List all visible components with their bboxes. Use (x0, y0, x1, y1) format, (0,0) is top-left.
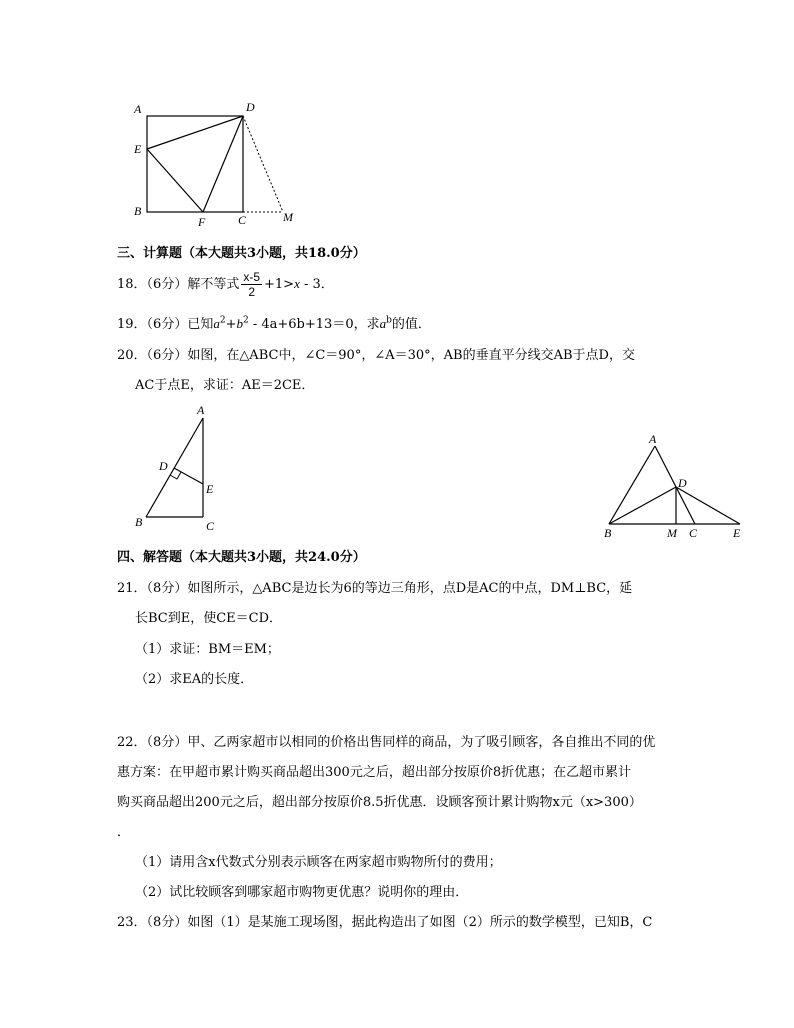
q20-line-2: AC于点E，求证：AE＝2CE． (135, 378, 315, 393)
q22-subquestion-2: （2）试比较顾客到哪家超市购物更优惠？说明你的理由． (135, 885, 469, 900)
q19-base: a (379, 316, 387, 331)
label-d: D (678, 476, 687, 490)
q21-subquestion-1: （1）求证：BM＝EM； (135, 642, 280, 657)
label-a: A (197, 403, 205, 417)
label-b: B (604, 526, 612, 540)
q22-subquestion-1: （1）请用含x代数式分别表示顾客在两家超市购物所付的费用； (135, 855, 502, 870)
q19-sup3: b (386, 315, 392, 326)
label-a: A (134, 102, 142, 116)
q19-text-3: 的值． (391, 317, 431, 332)
q18-var: x (294, 276, 300, 291)
q19-a: a (213, 316, 220, 331)
q22-line-4: ． (117, 825, 131, 840)
label-c: C (238, 213, 247, 227)
label-a: A (649, 432, 657, 446)
segment-bd (609, 487, 676, 524)
label-e: E (134, 142, 142, 156)
q19-sup2: 2 (242, 315, 249, 326)
section-3-heading: 三、计算题（本大题共3小题，共18.0分） (117, 246, 366, 261)
label-d: D (159, 459, 168, 473)
q19-b: b (236, 316, 243, 331)
label-c: C (206, 519, 215, 533)
q18-score: （6分） (146, 277, 188, 292)
label-b: B (134, 204, 142, 218)
q22-line-1: 22．（8分）甲、乙两家超市以相同的价格出售同样的商品，为了吸引顾客，各自推出不同的优 (117, 735, 656, 750)
q19-sup1: 2 (219, 315, 226, 326)
q18-text-2: +1> (264, 277, 295, 292)
q19-score: （6分） (146, 317, 188, 332)
label-b: B (135, 515, 143, 529)
q21-line-1: 21．（8分）如图所示，△ABC是边长为6的等边三角形，点D是AC的中点，DM⊥BC，延 (117, 581, 633, 596)
label-c: C (689, 526, 698, 540)
q21-subquestion-2: （2）求EA的长度． (135, 672, 254, 687)
section-4-heading: 四、解答题（本大题共3小题，共24.0分） (117, 550, 366, 565)
label-m: M (667, 526, 677, 540)
q20-line-1: 20．（6分）如图，在△ABC中，∠C＝90°，∠A＝30°，AB的垂直平分线交AB于点D，交 (117, 348, 635, 363)
label-m: M (283, 210, 293, 224)
q19-text: 已知 (187, 317, 214, 332)
q21-line-2: 长BC到E，使CE＝CD． (135, 611, 283, 626)
q18-text-3: - 3． (299, 277, 334, 292)
q22-line-3: 购买商品超出200元之后，超出部分按原价8.5折优惠．设顾客预计累计购物x元（x>300） (117, 795, 642, 810)
segment-ac (655, 446, 695, 524)
q19-plus: + (225, 317, 237, 332)
q19-number: 19． (117, 317, 147, 332)
segment-ab (609, 446, 655, 524)
label-e: E (733, 526, 741, 540)
q18-fraction-denominator: 2 (248, 285, 256, 299)
q18-number: 18． (117, 277, 147, 292)
q19-text-2: - 4a+6b+13＝0，求 (248, 317, 380, 332)
label-e: E (206, 482, 214, 496)
q18-fraction-numerator: x-5 (243, 270, 261, 284)
q22-line-2: 惠方案：在甲超市累计购买商品超出300元之后，超出部分按原价8折优惠；在乙超市累计 (117, 765, 632, 780)
label-d: D (246, 100, 255, 114)
label-f: F (198, 215, 206, 229)
q23-line-1: 23．（8分）如图（1）是某施工现场图，据此构造出了如图（2）所示的数学模型，已知B，C (117, 915, 653, 930)
q18-text: 解不等式 (187, 277, 240, 292)
